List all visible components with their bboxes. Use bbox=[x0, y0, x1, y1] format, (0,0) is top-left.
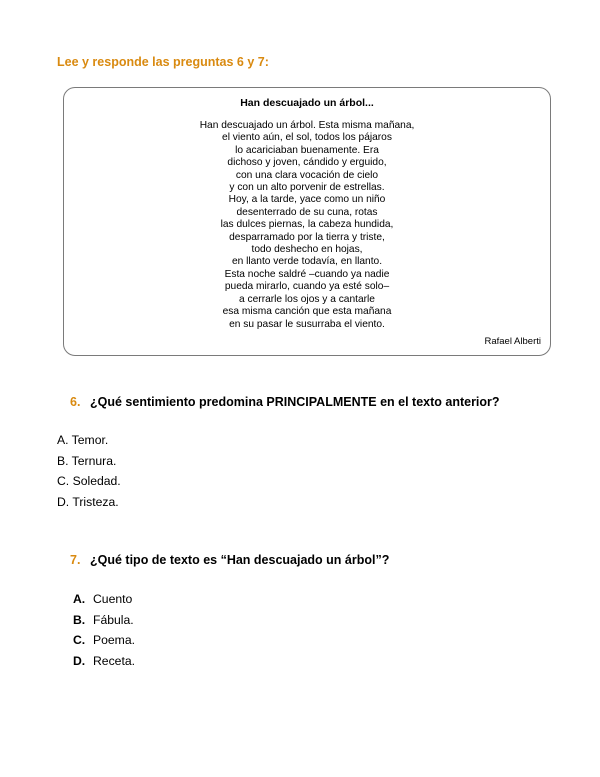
poem-line: lo acariciaban buenamente. Era bbox=[235, 144, 379, 156]
option-text: Poema. bbox=[93, 633, 136, 647]
option-text: Cuento bbox=[93, 592, 133, 606]
instruction-heading: Lee y responde las preguntas 6 y 7: bbox=[57, 55, 269, 69]
option-c[interactable]: C. Soledad. bbox=[57, 474, 121, 488]
poem-box bbox=[63, 87, 551, 356]
option-letter: D. bbox=[73, 653, 86, 668]
poem-line: desenterrado de su cuna, rotas bbox=[236, 206, 378, 218]
poem-line: Han descuajado un árbol. Esta misma mañana, bbox=[199, 120, 415, 131]
poem-title: Han descuajado un árbol... bbox=[240, 97, 374, 109]
option-a[interactable]: A. Temor. bbox=[57, 433, 109, 447]
option-text: Receta. bbox=[93, 653, 136, 668]
poem-line: el viento aún, el sol, todos los pájaros bbox=[222, 132, 392, 144]
option-d[interactable] bbox=[73, 654, 135, 675]
option-text: Fábula. bbox=[93, 612, 134, 627]
option-c[interactable] bbox=[73, 633, 135, 654]
question-number: 7. bbox=[70, 553, 81, 567]
question-text: ¿Qué sentimiento predomina PRINCIPALMENTE en el texto anterior? bbox=[90, 395, 500, 409]
question-number: 6. bbox=[70, 395, 81, 409]
poem-line: Hoy, a la tarde, yace como un niño bbox=[228, 194, 386, 206]
option-a[interactable] bbox=[73, 592, 135, 613]
question-7 bbox=[70, 553, 389, 567]
poem-line: todo deshecho en hojas, bbox=[251, 244, 363, 256]
poem-line: las dulces piernas, la cabeza hundida, bbox=[220, 219, 394, 231]
option-letter: A. bbox=[73, 592, 86, 606]
question-6-options bbox=[57, 433, 121, 515]
option-letter: B. bbox=[73, 612, 86, 627]
poem-line: pueda mirarlo, cuando ya esté solo– bbox=[224, 281, 390, 293]
question-6 bbox=[70, 395, 500, 409]
poem-line: dichoso y joven, cándido y erguido, bbox=[227, 157, 387, 169]
question-text: ¿Qué tipo de texto es “Han descuajado un árbol”? bbox=[90, 553, 390, 567]
poem-line: con una clara vocación de cielo bbox=[235, 169, 379, 181]
poem-line: esa misma canción que esta mañana bbox=[222, 306, 392, 318]
option-d[interactable]: D. Tristeza. bbox=[57, 494, 119, 509]
poem-line: Esta noche saldré –cuando ya nadie bbox=[224, 268, 390, 280]
option-b[interactable]: B. Ternura. bbox=[57, 453, 117, 468]
poem-line: en su pasar le susurraba el viento. bbox=[229, 318, 385, 330]
poem-lines bbox=[64, 120, 550, 331]
poem-line: y con un alto porvenir de estrellas. bbox=[229, 182, 385, 194]
poem-line: desparramado por la tierra y triste, bbox=[229, 231, 385, 243]
poem-line: a cerrarle los ojos y a cantarle bbox=[239, 293, 375, 305]
option-letter: C. bbox=[73, 633, 86, 647]
poem-line: en llanto verde todavía, en llanto. bbox=[231, 256, 383, 268]
question-7-options bbox=[73, 592, 135, 674]
option-b[interactable] bbox=[73, 613, 135, 634]
poem-author: Rafael Alberti bbox=[484, 336, 541, 347]
